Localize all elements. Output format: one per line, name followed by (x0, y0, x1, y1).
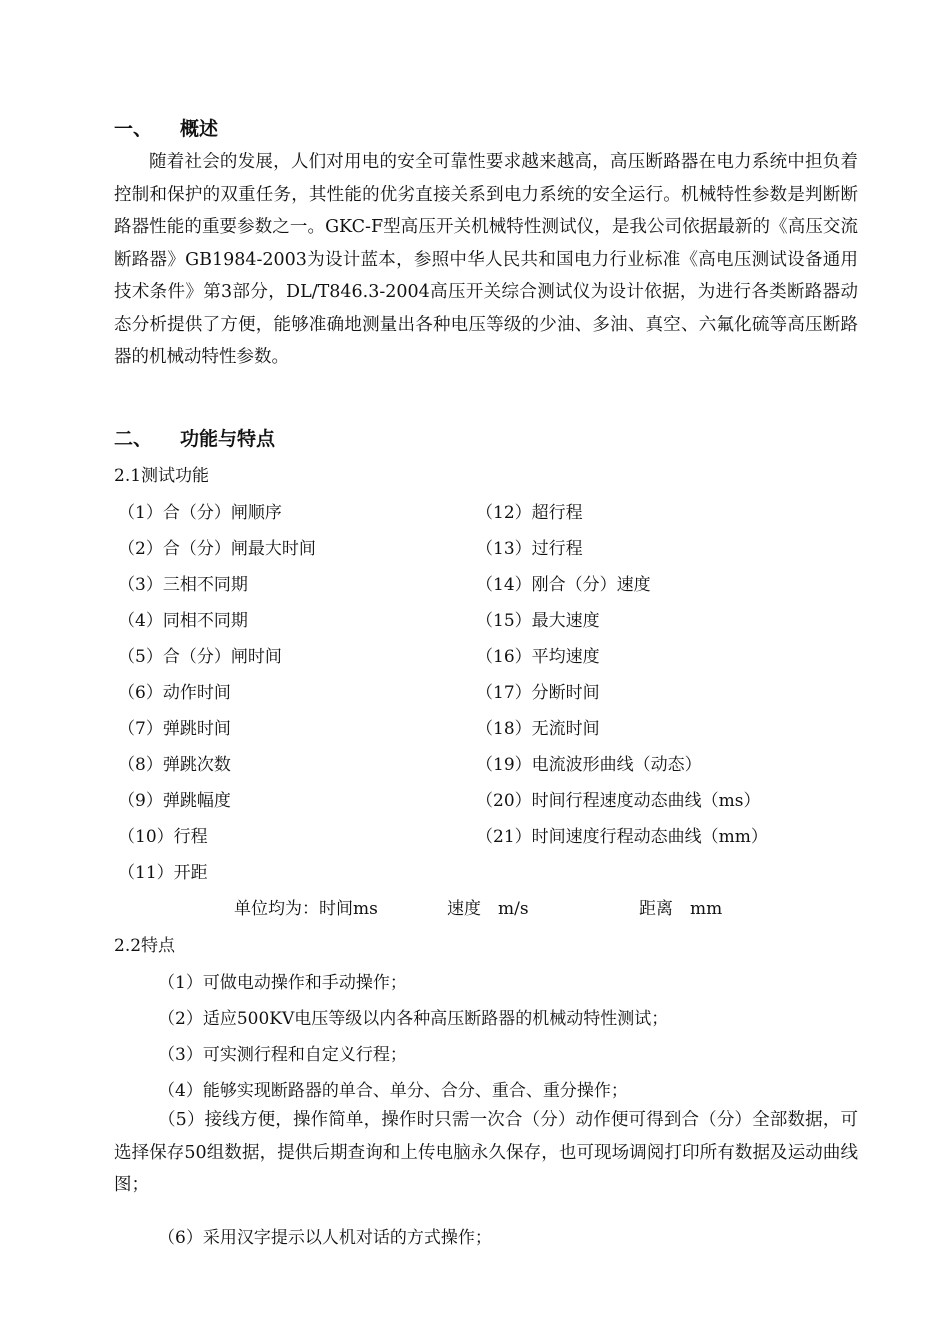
function-item: （5）合（分）闸时间 (118, 647, 282, 667)
subsection-2-1-heading: 2.1测试功能 (114, 466, 210, 486)
feature-item: （5）接线方便，操作简单，操作时只需一次合（分）动作便可得到合（分）全部数据，可选择保存50组数据，提供后期查询和上传电脑永久保存，也可现场调阅打印所有数据及运动曲线图； (114, 1110, 858, 1195)
function-item: （18）无流时间 (476, 719, 600, 739)
feature-item: （2）适应500KV电压等级以内各种高压断路器的机械动特性测试； (158, 1009, 669, 1029)
function-item: （8）弹跳次数 (118, 755, 231, 775)
function-item: （11）开距 (118, 863, 208, 883)
section-1-title: 概述 (180, 118, 219, 140)
section-1-number: 一、 (114, 118, 153, 140)
section-2-heading (114, 424, 275, 451)
function-item: （17）分断时间 (476, 683, 600, 703)
feature-item: （4）能够实现断路器的单合、单分、合分、重合、重分操作； (158, 1081, 628, 1101)
function-item: （16）平均速度 (476, 647, 600, 667)
function-item: （21）时间速度行程动态曲线（mm） (476, 827, 768, 847)
function-item: （10）行程 (118, 827, 208, 847)
function-item: （13）过行程 (476, 539, 583, 559)
function-item: （4）同相不同期 (118, 611, 248, 631)
subsection-2-2-heading: 2.2特点 (114, 936, 176, 956)
feature-item: （3）可实测行程和自定义行程； (158, 1045, 407, 1065)
units-speed: 速度 m/s (447, 899, 529, 919)
function-item: （7）弹跳时间 (118, 719, 231, 739)
feature-item: （1）可做电动操作和手动操作； (158, 973, 407, 993)
units-distance: 距离 mm (639, 899, 723, 919)
function-item: （12）超行程 (476, 503, 583, 523)
function-item: （2）合（分）闸最大时间 (118, 539, 316, 559)
function-item: （20）时间行程速度动态曲线（ms） (476, 791, 761, 811)
function-item: （15）最大速度 (476, 611, 600, 631)
section-1-heading (114, 114, 218, 141)
function-item: （14）刚合（分）速度 (476, 575, 651, 595)
function-item: （9）弹跳幅度 (118, 791, 231, 811)
function-item: （6）动作时间 (118, 683, 231, 703)
section-2-title: 功能与特点 (180, 428, 276, 450)
units-time: 单位均为：时间ms (234, 899, 378, 919)
function-item: （19）电流波形曲线（动态） (476, 755, 702, 775)
function-item: （1）合（分）闸顺序 (118, 503, 282, 523)
function-item: （3）三相不同期 (118, 575, 248, 595)
section-2-number: 二、 (114, 428, 153, 450)
section-1-paragraph: 随着社会的发展，人们对用电的安全可靠性要求越来越高，高压断路器在电力系统中担负着控制和保护的双重任务，其性能的优劣直接关系到电力系统的安全运行。机械特性参数是判断断路器性能的重要参数之一。GKC-F型高压开关机械特性测试仪，是我公司依据最新的《高压交流断路器》GB1984-2003为设计蓝本，参照中华人民共和国电力行业标准《高电压测试设备通用技术条件》第3部分，DL/T846.3-2004高压开关综合测试仪为设计依据，为进行各类断路器动态分析提供了方便，能够准确地测量出各种电压等级的少油、多油、真空、六氟化硫等高压断路器的机械动特性参数。 (114, 152, 858, 367)
feature-item: （6）采用汉字提示以人机对话的方式操作； (158, 1228, 492, 1248)
